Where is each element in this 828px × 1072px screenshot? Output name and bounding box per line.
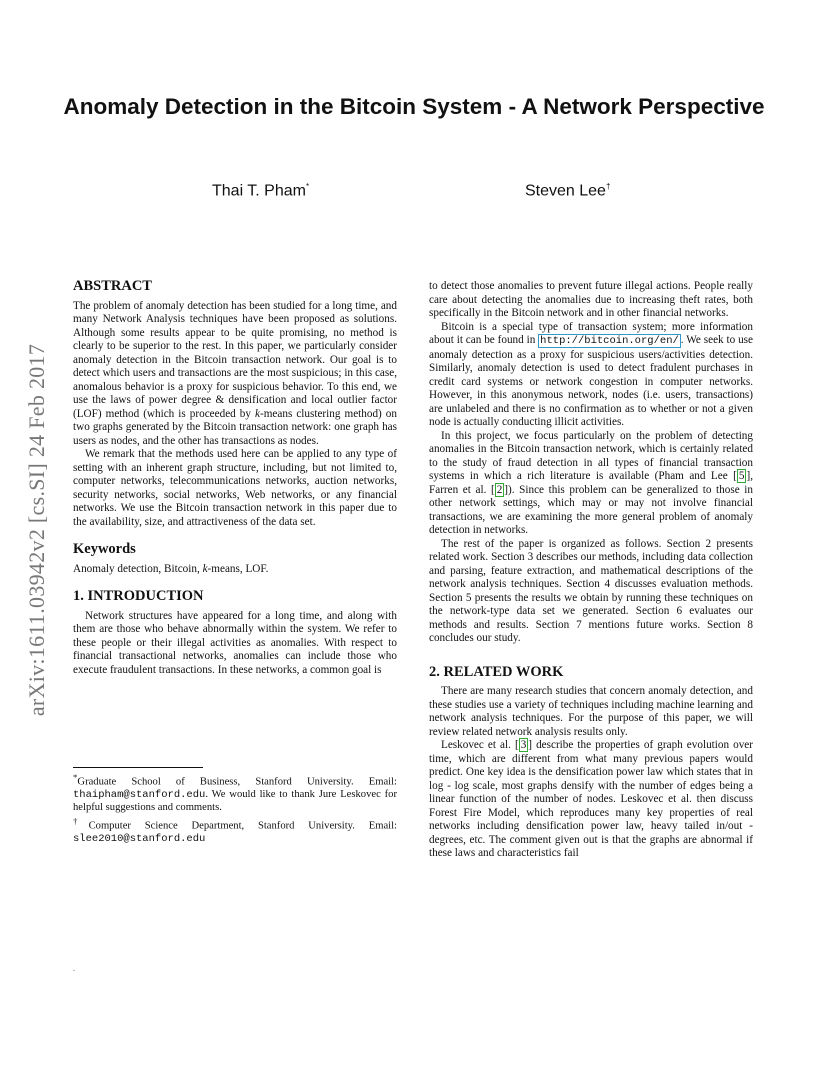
body-paragraph: Network structures have appeared for a long time, and along with them are those who behave abnormally within the system. We refer to these people or their illegal activities as anomalies. With respect to financial transactional networks, anomalies can include those who execute fraudulent transactions. In these networks, a common goal is [73,609,397,676]
footnote: *Graduate School of Business, Stanford University. Email: thaipham@stanford.edu. We would like to thank Jure Leskovec for helpful suggestions and comments. [73,772,397,814]
body-paragraph: Leskovec et al. [ 3 ] describe the properties of graph evolution over time, which are different from what many previous papers would predict. One key idea is the densification power law which states that in log - log scale, most graphs densify with the number of edges being a linear function of the number of nodes. Leskovec et al. then discuss Forest Fire Model, which reproduces many key properties of real networks including densification power law, heavy tailed in/out - degrees, etc. The comment given out is that the graphs are abnormal if these laws and characteristics fail [429,739,753,859]
author-name: Steven Lee† [525,182,611,200]
body-paragraph: In this project, we focus particularly on the problem of detecting anomalies in the Bitcoin transaction network, which is certainly related to the study of fraud detection in all types of financial transaction systems in which a rich literature is available (Pham and Lee [ 5 ], Farren et al. [ 2 ]). Since this problem can be generalized to those in other network settings, which may or may not involve financial transactions, we are examining the more general problem of anomaly detection in networks. [429,429,753,536]
arxiv-identifier-stamp: arXiv:1611.03942v2 [cs.SI] 24 Feb 2017 [24,343,50,717]
footnote-marker: † [605,182,611,191]
abstract-paragraph: We remark that the methods used here can be applied to any type of setting with an inherent graph structure, including, but not limited to, computer networks, telecommunications networks, auction networks, security networks, social networks, Web networks, or any financial networks. We use the Bitcoin transaction network in this paper due to the availability, size, and attractiveness of the data set. [73,448,397,528]
email-link[interactable]: thaipham@stanford.edu [73,789,206,802]
footnote-marker: * [305,182,310,191]
paper-title: Anomaly Detection in the Bitcoin System - A Network Perspective [63,94,765,119]
body-paragraph: There are many research studies that concern anomaly detection, and these studies use a variety of techniques including machine learning and network analysis techniques. For the purpose of this paper, we will review related network analysis results only. [429,685,753,738]
corner-mark: . [73,964,75,973]
footnotes [73,771,397,846]
right-column [429,280,753,861]
section-heading-related-work: 2. RELATED WORK [429,663,564,680]
abstract-paragraph: The problem of anomaly detection has been studied for a long time, and many Network Analysis techniques have been proposed as solutions. Although some results appear to be quite promising, no method is clearly to be superior to the rest. In this paper, we particularly consider anomaly detection in the Bitcoin transaction network. Our goal is to detect which users and transactions are the most suspicious; in this case, anomalous behavior is a proxy for suspicious behavior. To this end, we use the laws of power degree & densification and local outlier factor (LOF) method (which is proceeded by k-means clustering method) on two graphs generated by the Bitcoin transaction network: one graph has users as nodes, and the other has transactions as nodes. [73,299,397,447]
citation-link[interactable]: 3 [520,739,527,751]
email-link[interactable]: slee2010@stanford.edu [73,833,206,846]
keywords-heading: Keywords [73,541,136,557]
abstract-heading: ABSTRACT [73,278,152,294]
body-paragraph: Bitcoin is a special type of transaction system; more information about it can be found in http://bitcoin.org/en/ . We seek to use anomaly detection as a proxy for suspicious users/activities detection. Similarly, anomaly detection is used to detect fradulent purchases in credit card systems or network congestion in computer networks. However, in this anonymous network, nodes (i.e. users, transactions) are unlabeled and there is no confirmation as to whether or not a given node is actually conducting illicit activities. [429,320,753,428]
footnote-rule [73,767,203,768]
left-column [73,280,397,677]
author-name: Thai T. Pham* [212,182,310,200]
url-link[interactable]: http://bitcoin.org/en/ [540,335,679,347]
footnote: †Computer Science Department, Stanford University. Email: slee2010@stanford.edu [73,815,397,846]
citation-link[interactable]: 5 [738,470,745,482]
citation-link[interactable]: 2 [496,483,503,496]
body-paragraph: The rest of the paper is organized as follows. Section 2 presents related work. Section 3 describes our methods, including data collection and parsing, feature extraction, and mathematical descriptions of the network analysis techniques. Section 4 discusses evaluation methods. Section 5 presents the results we obtain by running these techniques on the network-type data set we generated. Section 6 evaluates our methods and results. Section 7 mentions future works. Section 8 concludes our study. [429,537,753,644]
section-heading-introduction: 1. INTRODUCTION [73,588,204,604]
body-paragraph: to detect those anomalies to prevent future illegal actions. People really care about detecting the anomalies due to increasing theft rates, both specifically in the Bitcoin network and in other financial networks. [429,280,753,319]
keywords-text: Anomaly detection, Bitcoin, k-means, LOF. [73,562,269,575]
